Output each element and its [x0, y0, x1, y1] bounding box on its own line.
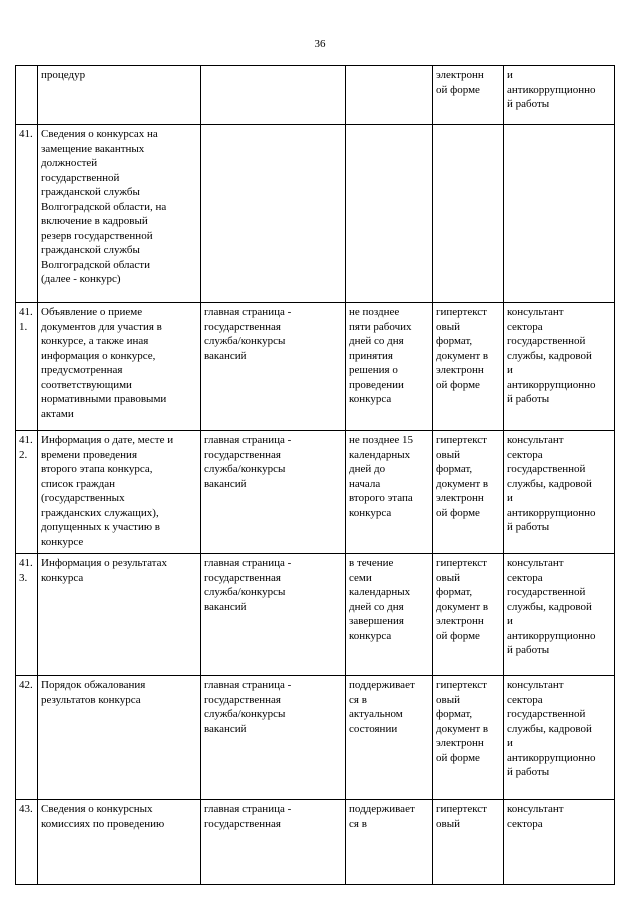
deadline: не позднее 15 календарных дней до начала второго этапа конкурса — [349, 434, 414, 519]
info-name: Сведения о конкурсных комиссиях по проведению — [41, 803, 165, 830]
row-number-cell — [16, 676, 38, 800]
row-number: 41. 3. — [19, 557, 33, 584]
info-name: процедур — [41, 69, 86, 81]
row-number: 41. 1. — [19, 306, 33, 333]
location: главная страница - государственная служба/конкурсы вакансий — [204, 679, 292, 735]
format-cell — [433, 800, 504, 885]
format-cell — [433, 554, 504, 676]
location-cell — [201, 676, 346, 800]
row-number-cell — [16, 303, 38, 431]
responsible-cell — [504, 800, 615, 885]
responsible-cell — [504, 66, 615, 125]
row-number: 41. — [19, 128, 33, 140]
format-cell — [433, 125, 504, 303]
table-row — [16, 554, 615, 676]
format: гипертекст овый — [436, 803, 487, 830]
location-cell — [201, 554, 346, 676]
info-name-cell — [38, 676, 201, 800]
table-row — [16, 66, 615, 125]
table-body — [16, 66, 615, 885]
info-name-cell — [38, 431, 201, 554]
location-cell — [201, 800, 346, 885]
row-number-cell — [16, 431, 38, 554]
location: главная страница - государственная служба/конкурсы вакансий — [204, 306, 292, 362]
deadline: не позднее пяти рабочих дней со дня принятия решения о проведении конкурса — [349, 306, 412, 405]
deadline-cell — [346, 303, 433, 431]
responsible: консультант сектора государственной службы, кадровой и антикоррупционно й работы — [507, 557, 596, 656]
format: гипертекст овый формат, документ в электронн ой форме — [436, 434, 489, 519]
info-name: Сведения о конкурсах на замещение вакантных должностей государственной гражданской службы Волгоградской области, на включение в кадровый резерв государственной гражданской службы Волгоградской области (далее - конкурс) — [41, 128, 167, 285]
format: гипертекст овый формат, документ в электронн ой форме — [436, 306, 489, 391]
responsible: консультант сектора государственной службы, кадровой и антикоррупционно й работы — [507, 679, 596, 778]
responsible-cell — [504, 125, 615, 303]
info-name-cell — [38, 800, 201, 885]
responsible-cell — [504, 554, 615, 676]
info-name-cell — [38, 554, 201, 676]
responsible-cell — [504, 676, 615, 800]
format: электронн ой форме — [436, 69, 484, 96]
table-row — [16, 303, 615, 431]
format-cell — [433, 676, 504, 800]
info-name: Информация о дате, месте и времени проведения второго этапа конкурса, список граждан (государственных гражданских служащих), допущенных к участию в конкурсе — [41, 434, 174, 548]
deadline: в течение семи календарных дней со дня завершения конкурса — [349, 557, 411, 642]
info-name: Информация о результатах конкурса — [41, 557, 167, 584]
deadline-cell — [346, 676, 433, 800]
format-cell — [433, 303, 504, 431]
format: гипертекст овый формат, документ в электронн ой форме — [436, 679, 489, 764]
row-number: 42. — [19, 679, 33, 691]
deadline-cell — [346, 66, 433, 125]
location-cell — [201, 125, 346, 303]
row-number-cell — [16, 800, 38, 885]
row-number-cell — [16, 554, 38, 676]
info-name: Объявление о приеме документов для участия в конкурсе, а также иная информация о конкурсе, предусмотренная соответствующими нормативными правовыми актами — [41, 306, 167, 420]
responsible: консультант сектора государственной службы, кадровой и антикоррупционно й работы — [507, 306, 596, 405]
info-name-cell — [38, 125, 201, 303]
info-name-cell — [38, 303, 201, 431]
deadline-cell — [346, 800, 433, 885]
deadline-cell — [346, 554, 433, 676]
format-cell — [433, 66, 504, 125]
deadline: поддерживает ся в — [349, 803, 415, 830]
location-cell — [201, 66, 346, 125]
location-cell — [201, 303, 346, 431]
info-name-cell — [38, 66, 201, 125]
row-number: 41. 2. — [19, 434, 33, 461]
deadline-cell — [346, 125, 433, 303]
format: гипертекст овый формат, документ в электронн ой форме — [436, 557, 489, 642]
table-row — [16, 431, 615, 554]
responsible: консультант сектора — [507, 803, 564, 830]
page-number: 36 — [314, 38, 326, 50]
responsible: и антикоррупционно й работы — [507, 69, 596, 110]
row-number-cell — [16, 125, 38, 303]
location: главная страница - государственная — [204, 803, 292, 830]
table-row — [16, 676, 615, 800]
row-number: 43. — [19, 803, 33, 815]
table-row — [16, 800, 615, 885]
responsible-cell — [504, 431, 615, 554]
row-number-cell — [16, 66, 38, 125]
deadline-cell — [346, 431, 433, 554]
info-name: Порядок обжалования результатов конкурса — [41, 679, 146, 706]
document-table — [15, 65, 615, 885]
location-cell — [201, 431, 346, 554]
deadline: поддерживает ся в актуальном состоянии — [349, 679, 415, 735]
format-cell — [433, 431, 504, 554]
table-row — [16, 125, 615, 303]
responsible: консультант сектора государственной службы, кадровой и антикоррупционно й работы — [507, 434, 596, 533]
responsible-cell — [504, 303, 615, 431]
location: главная страница - государственная служба/конкурсы вакансий — [204, 434, 292, 490]
location: главная страница - государственная служба/конкурсы вакансий — [204, 557, 292, 613]
